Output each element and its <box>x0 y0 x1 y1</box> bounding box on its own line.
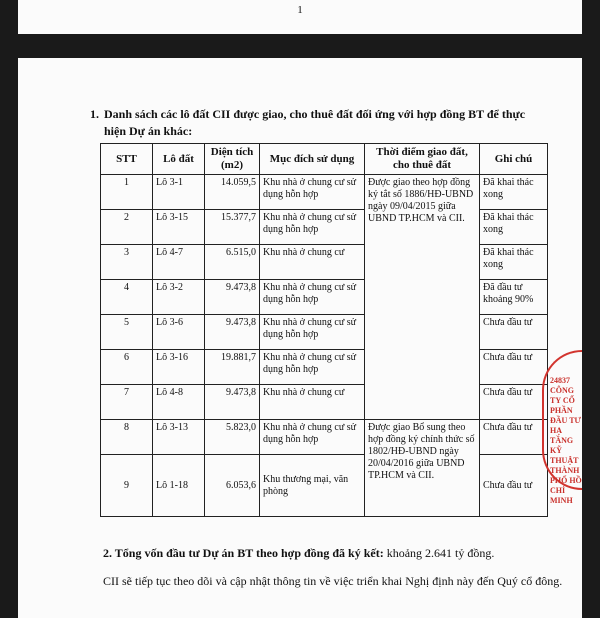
document-page <box>18 58 582 618</box>
cell-note: Chưa đầu tư <box>480 315 548 350</box>
cell-lot: Lô 1-18 <box>153 455 205 517</box>
header-note: Ghi chú <box>480 144 548 175</box>
cell-area: 19.881,7 <box>205 350 260 385</box>
cell-note: Đã khai thác xong <box>480 175 548 210</box>
cell-purpose: Khu nhà ở chung cư sử dụng hỗn hợp <box>260 420 365 455</box>
stamp-text: 24837 CÔNG TY CỔ PHẦN ĐẦU TƯ HẠ TẦNG KỸ THUẬT THÀNH PHỐ HỒ CHÍ MINH <box>550 376 582 505</box>
header-purpose: Mục đích sử dụng <box>260 144 365 175</box>
table-header-row <box>101 144 548 175</box>
section-1-number: 1. <box>90 107 99 121</box>
table-row <box>101 385 548 420</box>
table-row <box>101 315 548 350</box>
cell-stt: 4 <box>101 280 153 315</box>
cell-area: 6.515,0 <box>205 245 260 280</box>
cell-lot: Lô 3-13 <box>153 420 205 455</box>
table-row <box>101 175 548 210</box>
cell-note: Chưa đầu tư <box>480 350 548 385</box>
header-stt: STT <box>101 144 153 175</box>
cell-area: 14.059,5 <box>205 175 260 210</box>
table-row <box>101 350 548 385</box>
cell-lot: Lô 4-7 <box>153 245 205 280</box>
follow-up-paragraph: CII sẽ tiếp tục theo dõi và cập nhật thông tin về việc triển khai Nghị định này đến Quý cổ đông. <box>103 574 563 588</box>
table-row <box>101 455 548 517</box>
cell-lot: Lô 3-1 <box>153 175 205 210</box>
cell-stt: 7 <box>101 385 153 420</box>
cell-lot: Lô 3-16 <box>153 350 205 385</box>
cell-note: Đã đầu tư khoảng 90% <box>480 280 548 315</box>
cell-area: 15.377,7 <box>205 210 260 245</box>
cell-note: Chưa đầu tư <box>480 455 548 517</box>
total-investment-line <box>103 546 563 561</box>
cell-area: 9.473,8 <box>205 315 260 350</box>
cell-stt: 9 <box>101 455 153 517</box>
section-1-heading <box>90 106 544 140</box>
cell-purpose: Khu nhà ở chung cư sử dụng hỗn hợp <box>260 315 365 350</box>
cell-area: 9.473,8 <box>205 385 260 420</box>
cell-area: 6.053,6 <box>205 455 260 517</box>
cell-area: 9.473,8 <box>205 280 260 315</box>
total-investment-label: 2. Tổng vốn đầu tư Dự án BT theo hợp đồng đã ký kết: <box>103 546 384 560</box>
page-number: 1 <box>297 4 303 16</box>
cell-time-group-1: Được giao theo hợp đồng ký tắt số 1886/HĐ-UBND ngày 09/04/2015 giữa UBND TP.HCM và CII. <box>365 175 480 420</box>
cell-lot: Lô 3-6 <box>153 315 205 350</box>
land-lots-table <box>100 143 548 517</box>
cell-stt: 5 <box>101 315 153 350</box>
header-lot: Lô đất <box>153 144 205 175</box>
cell-stt: 2 <box>101 210 153 245</box>
cell-lot: Lô 4-8 <box>153 385 205 420</box>
table-row <box>101 245 548 280</box>
header-time: Thời điểm giao đất, cho thuê đất <box>365 144 480 175</box>
table-row <box>101 420 548 455</box>
cell-note: Chưa đầu tư <box>480 420 548 455</box>
previous-page-strip <box>18 0 582 34</box>
cell-note: Chưa đầu tư <box>480 385 548 420</box>
table-row <box>101 280 548 315</box>
cell-purpose: Khu nhà ở chung cư <box>260 385 365 420</box>
cell-purpose: Khu thương mại, văn phòng <box>260 455 365 517</box>
cell-stt: 6 <box>101 350 153 385</box>
cell-stt: 1 <box>101 175 153 210</box>
cell-purpose: Khu nhà ở chung cư sử dụng hỗn hợp <box>260 280 365 315</box>
cell-note: Đã khai thác xong <box>480 245 548 280</box>
cell-purpose: Khu nhà ở chung cư sử dụng hỗn hợp <box>260 350 365 385</box>
cell-area: 5.823,0 <box>205 420 260 455</box>
cell-stt: 3 <box>101 245 153 280</box>
total-investment-value: khoảng 2.641 tỷ đồng. <box>386 546 495 560</box>
red-seal-stamp <box>542 350 582 505</box>
cell-purpose: Khu nhà ở chung cư sử dụng hỗn hợp <box>260 175 365 210</box>
header-area: Diện tích (m2) <box>205 144 260 175</box>
cell-purpose: Khu nhà ở chung cư <box>260 245 365 280</box>
cell-purpose: Khu nhà ở chung cư sử dụng hỗn hợp <box>260 210 365 245</box>
cell-lot: Lô 3-2 <box>153 280 205 315</box>
cell-lot: Lô 3-15 <box>153 210 205 245</box>
table-row <box>101 210 548 245</box>
cell-stt: 8 <box>101 420 153 455</box>
cell-note: Đã khai thác xong <box>480 210 548 245</box>
cell-time-group-2: Được giao Bổ sung theo hợp đồng ký chính thức số 1802/HĐ-UBND ngày 20/04/2016 giữa UBND TP.HCM và CII. <box>365 420 480 517</box>
section-1-title: Danh sách các lô đất CII được giao, cho thuê đất đối ứng với hợp đồng BT để thực hiện Dự án khác: <box>104 107 526 138</box>
